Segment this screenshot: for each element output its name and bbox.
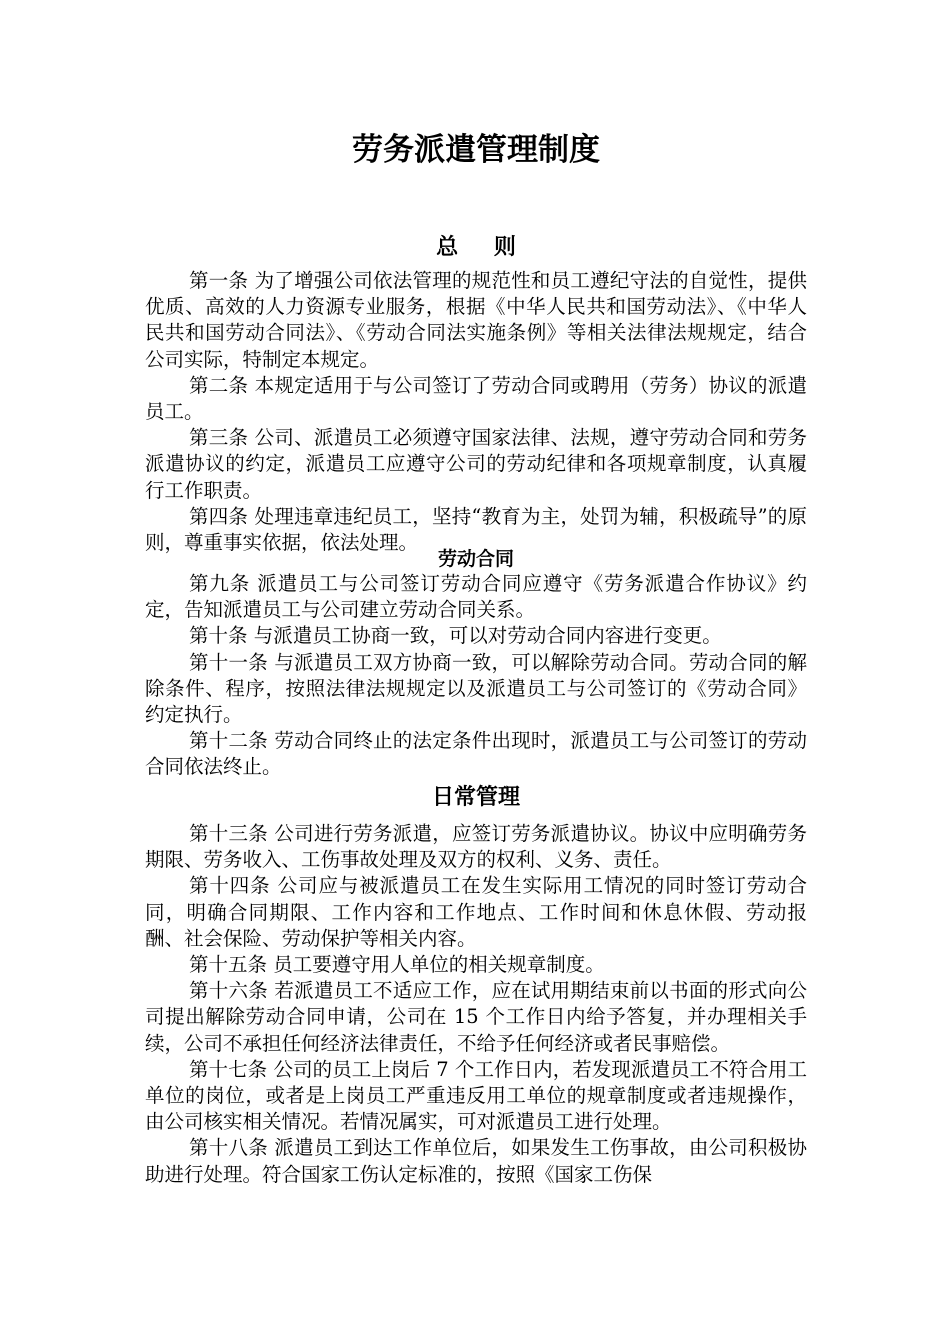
article-17: 第十七条 公司的员工上岗后 7 个工作日内，若发现派遣员工不符合用工单位的岗位，或者是上岗员工严重违反用工单位的规章制度或者违规操作，由公司核实相关情况。若情况属实，可对派遣员工进行处理。 xyxy=(145,1057,807,1134)
section-heading-labor-contract: 劳动合同 xyxy=(437,548,514,570)
article-2: 第二条 本规定适用于与公司签订了劳动合同或聘用（劳务）协议的派遣员工。 xyxy=(145,373,807,424)
section-general-body xyxy=(145,268,807,556)
document-title: 劳务派遣管理制度 xyxy=(352,132,600,168)
article-4: 第四条 处理违章违纪员工，坚持“教育为主，处罚为辅，积极疏导”的原则，尊重事实依据，依法处理。 xyxy=(145,504,807,555)
article-12: 第十二条 劳动合同终止的法定条件出现时，派遣员工与公司签订的劳动合同依法终止。 xyxy=(145,729,807,779)
article-14: 第十四条 公司应与被派遣员工在发生实际用工情况的同时签订劳动合同，明确合同期限、工作内容和工作地点、工作时间和休息休假、劳动报酬、社会保险、劳动保护等相关内容。 xyxy=(145,874,807,950)
article-16: 第十六条 若派遣员工不适应工作，应在试用期结束前以书面的形式向公司提出解除劳动合同申请，公司在 15 个工作日内给予答复，并办理相关手续，公司不承担任何经济法律责任，不给予任何经济或者民事赔偿。 xyxy=(145,979,807,1055)
article-1: 第一条 为了增强公司依法管理的规范性和员工遵纪守法的自觉性，提供优质、高效的人力资源专业服务，根据《中华人民共和国劳动法》、《中华人民共和国劳动合同法》、《劳动合同法实施条例》等相关法律法规规定，结合公司实际，特制定本规定。 xyxy=(145,269,807,371)
article-11: 第十一条 与派遣员工双方协商一致，可以解除劳动合同。劳动合同的解除条件、程序，按照法律法规规定以及派遣员工与公司签订的《劳动合同》约定执行。 xyxy=(145,650,807,727)
section-labor-contract-body xyxy=(145,571,807,781)
article-18: 第十八条 派遣员工到达工作单位后，如果发生工伤事故，由公司积极协助进行处理。符合国家工伤认定标准的，按照《国家工伤保 xyxy=(145,1136,807,1186)
section-heading-general: 总 则 xyxy=(436,235,530,260)
article-13: 第十三条 公司进行劳务派遣，应签订劳务派遣协议。协议中应明确劳务期限、劳务收入、工伤事故处理及双方的权利、义务、责任。 xyxy=(145,822,807,872)
section-heading-daily-management: 日常管理 xyxy=(431,785,520,810)
article-10: 第十条 与派遣员工协商一致，可以对劳动合同内容进行变更。 xyxy=(189,624,722,648)
section-daily-management-body xyxy=(145,821,807,1188)
article-15: 第十五条 员工要遵守用人单位的相关规章制度。 xyxy=(189,953,605,977)
article-9: 第九条 派遣员工与公司签订劳动合同应遵守《劳务派遣合作协议》约定，告知派遣员工与公司建立劳动合同关系。 xyxy=(145,572,807,622)
article-3: 第三条 公司、派遣员工必须遵守国家法律、法规，遵守劳动合同和劳务派遣协议的约定，派遣员工应遵守公司的劳动纪律和各项规章制度，认真履行工作职责。 xyxy=(145,426,807,502)
